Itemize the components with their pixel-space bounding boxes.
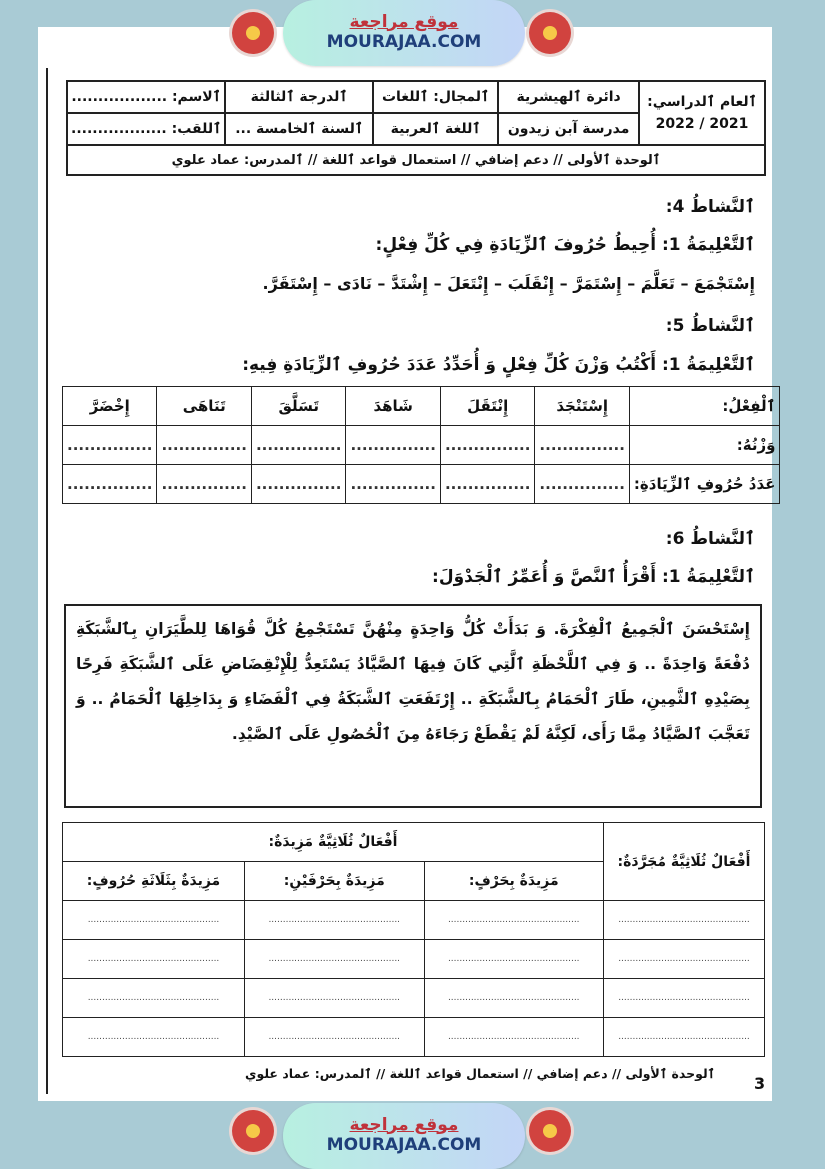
table-row	[63, 1018, 765, 1057]
site-banner-top[interactable]	[283, 0, 525, 66]
site-name-ar-bottom: موقع مراجعة	[349, 1114, 459, 1135]
answer-blank[interactable]: ...............	[63, 465, 157, 504]
answer-blank[interactable]: ...............	[440, 465, 534, 504]
site-logo-left	[232, 12, 274, 54]
school-year-cell	[639, 81, 765, 145]
verb-cell: إِنْتَقَلَ	[440, 387, 534, 426]
table-row	[63, 940, 765, 979]
answer-blank[interactable]: ...............	[157, 426, 251, 465]
header-table	[66, 80, 766, 176]
activity5-title: ٱلنَّشاطُ 5:	[665, 316, 755, 336]
site-logo-left-bottom	[232, 1110, 274, 1152]
activity6-title: ٱلنَّشاطُ 6:	[665, 529, 755, 549]
answer-blank[interactable]: ..............................................	[245, 901, 425, 940]
row-label-pattern: وَزْنُهُ:	[629, 426, 780, 465]
subject: ٱللغة ٱلعربية	[373, 113, 498, 145]
verb-cell: إِخْضَرَّ	[63, 387, 157, 426]
answer-blank[interactable]: ..............................................	[63, 979, 245, 1018]
answer-blank[interactable]: ..............................................	[604, 901, 765, 940]
activity5-instruction: ٱلتَّعْلِيمَةُ 1: أَكْتُبُ وَزْنَ كُلِّ فِعْلٍ وَ أُحَدِّدُ عَدَدَ حُرُوفِ ٱلزِّيَادَةِ فِيهِ:	[242, 355, 755, 375]
site-logo-right-bottom	[529, 1110, 571, 1152]
row-label-verb: ٱلْفِعْلُ:	[629, 387, 780, 426]
district: دائرة ٱلهيشرية	[498, 81, 639, 113]
unit-line: ٱلوحدة ٱلأولى // دعم إضافي // استعمال قواعد ٱللغة // ٱلمدرس: عماد علوي	[67, 145, 765, 175]
row-label-count: عَدَدُ حُرُوفِ ٱلزِّيَادَةِ:	[629, 465, 780, 504]
table-row	[63, 426, 780, 465]
activity4-instruction: ٱلتَّعْلِيمَةُ 1: أُحِيطُ حُرُوفَ ٱلزِّيَادَةِ فِي كُلِّ فِعْلٍ:	[375, 235, 755, 255]
activity4-verbs: إِسْتَجْمَعَ – تَعَلَّمَ – إِسْتَمَرَّ – إِنْقَلَبَ – إِنْتَعَلَ – إِشْتَدَّ – نَادَى – إِسْتَقَرَّ.	[262, 274, 755, 293]
reading-passage: إِسْتَحْسَنَ ٱلْجَمِيعُ ٱلْفِكْرَةَ. وَ بَدَأَتْ كُلُّ وَاحِدَةٍ مِنْهُنَّ تَسْتَجْمِعُ كُلَّ قُوَاهَا لِلطَّيَرَانِ بِٱلشَّبَكَةِ دُفْعَةً وَاحِدَةً .. وَ فِي ٱللَّحْظَةِ ٱلَّتِي كَانَ فِيهَا ٱلصَّيَّادُ يَسْتَعِدُّ لِلْإِنْقِضَاضِ عَلَى ٱلشَّبَكَةِ فَرِحًا بِصَيْدِهِ ٱلثَّمِينِ، طَارَ ٱلْحَمَامُ بِٱلشَّبَكَةِ .. إِرْتَفَعَتِ ٱلشَّبَكَةُ فِي ٱلْفَضَاءِ وَ بِدَاخِلِهَا ٱلْحَمَامُ .. وَ تَعَجَّبَ ٱلصَّيَّادُ مِمَّا رَأَى، لَكِنَّهُ لَمْ يَقْطَعْ رَجَاءَهُ مِنَ ٱلْحُصُولِ عَلَى ٱلصَّيْدِ.	[64, 604, 762, 808]
activity4-title: ٱلنَّشاطُ 4:	[665, 197, 755, 217]
site-logo-right	[529, 12, 571, 54]
answer-blank[interactable]: ..............................................	[245, 1018, 425, 1057]
answer-blank[interactable]: ...............	[440, 426, 534, 465]
verb-cell: تَنَاهَى	[157, 387, 251, 426]
table-row	[63, 465, 780, 504]
answer-blank[interactable]: ..............................................	[245, 979, 425, 1018]
school-year: 2022 / 2021	[655, 116, 749, 132]
table-row	[63, 901, 765, 940]
table-row	[63, 979, 765, 1018]
verb-cell: إِسْتَنْجَدَ	[535, 387, 629, 426]
school: مدرسة آبن زيدون	[498, 113, 639, 145]
level: ٱلدرجة ٱلثالثة	[225, 81, 373, 113]
grade: ٱلسنة ٱلخامسة ...	[225, 113, 373, 145]
answer-blank[interactable]: ..............................................	[63, 901, 245, 940]
school-year-label: ٱلعام ٱلدراسي:	[647, 94, 757, 110]
site-name-en: MOURAJAA.COM	[326, 32, 482, 53]
answer-blank[interactable]: ..............................................	[604, 940, 765, 979]
col-header-augmented: أَفْعَالٌ ثُلَاثِيَّةٌ مَزِيدَةٌ:	[63, 823, 604, 862]
answer-blank[interactable]: ..............................................	[604, 979, 765, 1018]
sub-header-two: مَزِيدَةٌ بِحَرْفَيْنِ:	[245, 862, 425, 901]
site-banner-bottom[interactable]	[283, 1103, 525, 1169]
answer-blank[interactable]: ..............................................	[424, 901, 604, 940]
footer-unit-line: ٱلوحدة ٱلأولى // دعم إضافي // استعمال قواعد ٱللغة // ٱلمدرس: عماد علوي	[245, 1066, 715, 1081]
page-number: 3	[754, 1074, 766, 1093]
activity6-instruction: ٱلتَّعْلِيمَةُ 1: أَقْرَأُ ٱلنَّصَّ وَ أُعَمِّرُ ٱلْجَدْوَلَ:	[432, 567, 755, 587]
answer-blank[interactable]: ..............................................	[604, 1018, 765, 1057]
surname-label: ٱللقب: ..................	[67, 113, 225, 145]
answer-blank[interactable]: ...............	[535, 426, 629, 465]
site-name-en-bottom: MOURAJAA.COM	[326, 1135, 482, 1156]
answer-blank[interactable]: ...............	[535, 465, 629, 504]
verb-cell: تَسَلَّقَ	[251, 387, 345, 426]
site-name-ar: موقع مراجعة	[349, 11, 459, 32]
answer-blank[interactable]: ...............	[251, 465, 345, 504]
answer-blank[interactable]: ..............................................	[63, 940, 245, 979]
answer-blank[interactable]: ...............	[251, 426, 345, 465]
activity6-table	[62, 822, 765, 1057]
col-header-bare: أَفْعَالٌ ثُلَاثِيَّةٌ مُجَرَّدَةٌ:	[604, 823, 765, 901]
answer-blank[interactable]: ..............................................	[424, 1018, 604, 1057]
activity5-table	[62, 386, 780, 504]
answer-blank[interactable]: ...............	[346, 465, 440, 504]
page-border	[46, 68, 48, 1094]
answer-blank[interactable]: ..............................................	[245, 940, 425, 979]
sub-header-one: مَزِيدَةٌ بِحَرْفٍ:	[424, 862, 604, 901]
sub-header-three: مَزِيدَةٌ بِثَلَاثَةِ حُرُوفٍ:	[63, 862, 245, 901]
table-row	[63, 387, 780, 426]
answer-blank[interactable]: ...............	[63, 426, 157, 465]
verb-cell: شَاهَدَ	[346, 387, 440, 426]
answer-blank[interactable]: ..............................................	[63, 1018, 245, 1057]
name-label: ٱلاسم: ..................	[67, 81, 225, 113]
answer-blank[interactable]: ...............	[157, 465, 251, 504]
field: ٱلمجال: ٱللغات	[373, 81, 498, 113]
answer-blank[interactable]: ..............................................	[424, 940, 604, 979]
answer-blank[interactable]: ..............................................	[424, 979, 604, 1018]
answer-blank[interactable]: ...............	[346, 426, 440, 465]
